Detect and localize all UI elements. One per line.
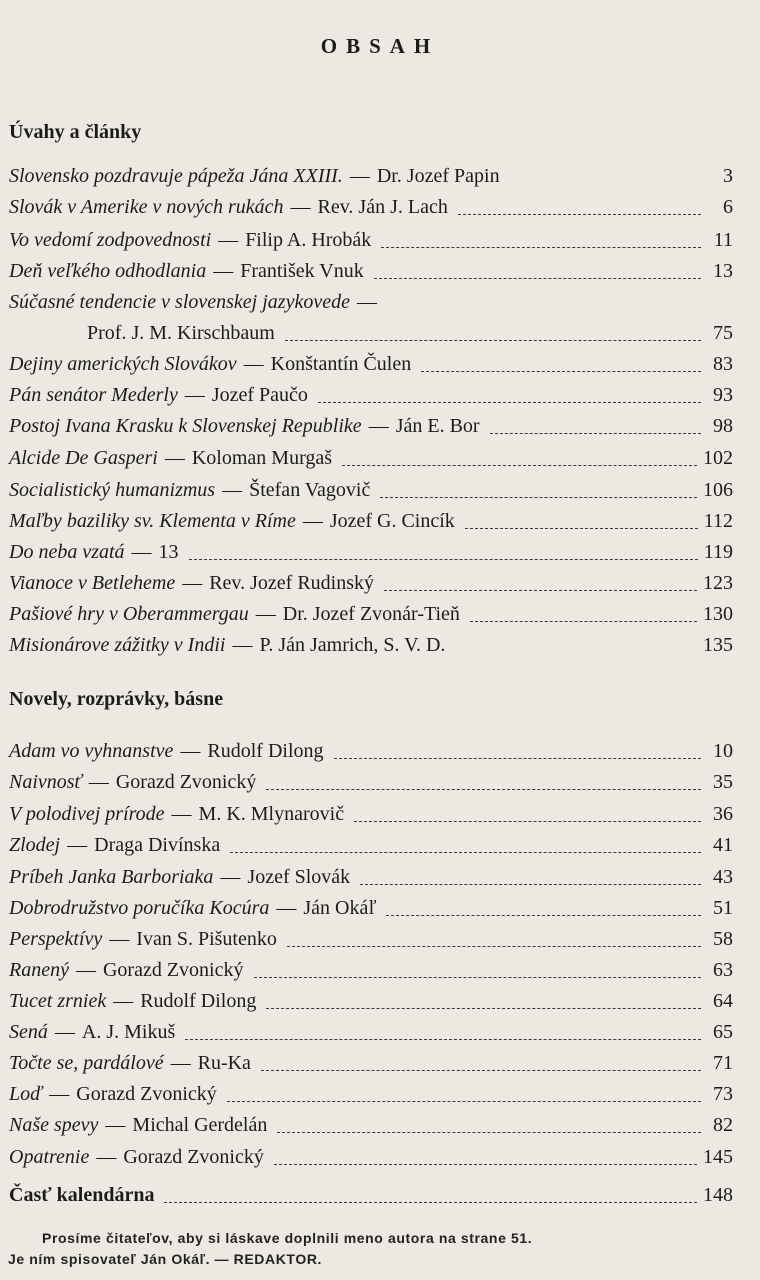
dash: —	[171, 803, 192, 825]
work-title: Ranený	[9, 959, 69, 981]
toc-entry	[9, 803, 733, 831]
page-number: 43	[713, 866, 733, 888]
dash: —	[105, 1114, 126, 1136]
work-title: Sená	[9, 1021, 48, 1043]
toc-entry	[9, 634, 733, 662]
leader	[266, 1008, 701, 1009]
editor-note-line-1: Prosíme čitateľov, aby si láskave doplnili meno autora na strane 51.	[42, 1230, 533, 1246]
author-name: Ivan S. Pišutenko	[136, 928, 277, 950]
leader	[374, 278, 701, 279]
author-name: Rev. Jozef Rudinský	[209, 572, 374, 594]
dash: —	[222, 479, 243, 501]
toc-entry-title-line	[9, 291, 733, 319]
author-name: Dr. Jozef Zvonár-Tieň	[282, 603, 460, 625]
leader	[318, 402, 701, 403]
page-number: 11	[713, 229, 733, 251]
author-name: Dr. Jozef Papin	[376, 165, 500, 187]
page-number: 35	[713, 771, 733, 793]
dash: —	[182, 572, 203, 594]
page-number: 98	[713, 415, 733, 437]
leader	[490, 433, 701, 434]
dash: —	[184, 384, 205, 406]
work-title: Slovák v Amerike v nových rukách	[9, 196, 284, 218]
toc-entry	[9, 510, 733, 538]
author-name: Rudolf Dilong	[140, 990, 257, 1012]
dash: —	[180, 740, 201, 762]
page-number: 75	[713, 322, 733, 344]
calendar-part-label: Časť kalendárna	[9, 1184, 155, 1206]
page-number: 119	[703, 541, 733, 563]
work-title: Tucet zrniek	[9, 990, 107, 1012]
leader	[254, 977, 702, 978]
dash: —	[232, 634, 253, 656]
dash: —	[96, 1146, 117, 1168]
dash: —	[75, 959, 96, 981]
dash: —	[131, 541, 152, 563]
work-title: Naivnosť	[9, 771, 82, 793]
toc-entry	[9, 384, 733, 412]
dash: —	[302, 510, 323, 532]
work-title: Misionárove zážitky v Indii	[9, 634, 226, 656]
work-title: Naše spevy	[9, 1114, 99, 1136]
page-number: 65	[713, 1021, 733, 1043]
page-number: 13	[713, 260, 733, 282]
dash: —	[276, 897, 297, 919]
page-number: 145	[703, 1146, 733, 1168]
toc-entry	[9, 1146, 733, 1174]
dash: —	[109, 928, 130, 950]
dash: —	[349, 165, 370, 187]
work-title: Dobrodružstvo poručíka Kocúra	[9, 897, 270, 919]
leader	[360, 884, 701, 885]
section-heading-essays: Úvahy a články	[9, 121, 142, 143]
editor-note-line-2: Je ním spisovateľ Ján Okáľ. — REDAKTOR.	[8, 1251, 323, 1267]
dash: —	[220, 866, 241, 888]
work-title: Dejiny amerických Slovákov	[9, 353, 237, 375]
dash: —	[88, 771, 109, 793]
page-number: 10	[713, 740, 733, 762]
author-name: Rev. Ján J. Lach	[317, 196, 448, 218]
work-title: Súčasné tendencie v slovenskej jazykovede	[9, 291, 350, 313]
work-title: Zlodej	[9, 834, 61, 856]
dash: —	[113, 990, 134, 1012]
toc-entry	[9, 415, 733, 443]
dash: —	[368, 415, 389, 437]
author-name: Gorazd Zvonický	[115, 771, 257, 793]
toc-entry	[9, 740, 733, 768]
toc-entry	[9, 260, 733, 288]
work-title: Príbeh Janka Barboriaka	[9, 866, 214, 888]
page-number: 41	[713, 834, 733, 856]
page-number: 83	[713, 353, 733, 375]
leader	[458, 214, 701, 215]
dash: —	[218, 229, 239, 251]
leader	[189, 559, 698, 560]
work-title: Alcide De Gasperi	[9, 447, 158, 469]
leader	[354, 821, 701, 822]
author-name: 13	[158, 541, 179, 563]
toc-entry	[9, 165, 733, 193]
work-title: Opatrenie	[9, 1146, 90, 1168]
toc-entry	[9, 603, 733, 631]
toc-entry	[9, 928, 733, 956]
leader	[465, 528, 698, 529]
work-title: Perspektívy	[9, 928, 103, 950]
leader	[287, 946, 701, 947]
author-name: Gorazd Zvonický	[76, 1083, 217, 1105]
author-name: Rudolf Dilong	[207, 740, 324, 762]
leader	[470, 621, 697, 622]
author-name: Ján E. Bor	[395, 415, 480, 437]
leader	[227, 1101, 701, 1102]
toc-entry	[9, 1021, 733, 1049]
leader	[342, 465, 697, 466]
page-number: 63	[713, 959, 733, 981]
toc-entry	[9, 959, 733, 987]
toc-entry	[9, 897, 733, 925]
toc-entry	[9, 229, 733, 257]
work-title: Pašiové hry v Oberammergau	[9, 603, 249, 625]
toc-entry	[9, 196, 733, 224]
author-name: Prof. J. M. Kirschbaum	[87, 322, 275, 344]
work-title: Loď	[9, 1083, 43, 1105]
author-name: Jozef Slovák	[247, 866, 351, 888]
leader	[421, 371, 701, 372]
page-number: 58	[713, 928, 733, 950]
work-title: Do neba vzatá	[9, 541, 125, 563]
toc-entry-calendar	[9, 1184, 733, 1212]
page-number: 3	[723, 165, 733, 187]
work-title: Slovensko pozdravuje pápeža Jána XXIII.	[9, 165, 343, 187]
toc-entry	[9, 990, 733, 1018]
work-title: Socialistický humanizmus	[9, 479, 216, 501]
dash: —	[67, 834, 88, 856]
leader	[380, 497, 697, 498]
page-number: 82	[713, 1114, 733, 1136]
page-number: 73	[713, 1083, 733, 1105]
toc-entry	[9, 541, 733, 569]
dash: —	[164, 447, 185, 469]
author-name: Draga Divínska	[94, 834, 221, 856]
work-title: Deň veľkého odhodlania	[9, 260, 207, 282]
toc-entry	[9, 1114, 733, 1142]
leader	[266, 789, 701, 790]
work-title: Adam vo vyhnanstve	[9, 740, 174, 762]
author-name: František Vnuk	[240, 260, 364, 282]
author-name: A. J. Mikuš	[81, 1021, 176, 1043]
leader	[274, 1164, 697, 1165]
dash: —	[170, 1052, 191, 1074]
page-number: 123	[703, 572, 733, 594]
toc-entry	[9, 572, 733, 600]
author-name: Štefan Vagovič	[249, 479, 371, 501]
dash: —	[356, 291, 377, 313]
page-number: 106	[703, 479, 733, 501]
page-number: 36	[713, 803, 733, 825]
work-title: Vo vedomí zodpovednosti	[9, 229, 212, 251]
leader	[386, 915, 701, 916]
work-title: V polodivej prírode	[9, 803, 165, 825]
leader	[164, 1202, 697, 1203]
toc-entry	[9, 353, 733, 381]
leader	[230, 852, 701, 853]
author-name: Jozef G. Cincík	[329, 510, 455, 532]
dash: —	[255, 603, 276, 625]
dash: —	[290, 196, 311, 218]
toc-entry	[9, 1052, 733, 1080]
page-number: 6	[723, 196, 733, 218]
author-name: Michal Gerdelán	[132, 1114, 268, 1136]
toc-entry	[9, 834, 733, 862]
page-number: 64	[713, 990, 733, 1012]
work-title: Postoj Ivana Krasku k Slovenskej Republike	[9, 415, 362, 437]
author-name: Koloman Murgaš	[191, 447, 333, 469]
toc-entry	[9, 1083, 733, 1111]
toc-entry	[9, 447, 733, 475]
author-name: M. K. Mlynarovič	[198, 803, 345, 825]
leader	[334, 758, 701, 759]
author-name: P. Ján Jamrich, S. V. D.	[259, 634, 446, 656]
dash: —	[49, 1083, 70, 1105]
author-name: Filip A. Hrobák	[245, 229, 372, 251]
leader	[381, 247, 701, 248]
toc-entry	[9, 479, 733, 507]
page-number: 71	[713, 1052, 733, 1074]
author-name: Gorazd Zvonický	[123, 1146, 264, 1168]
work-title: Vianoce v Betleheme	[9, 572, 176, 594]
toc-entry-author-line	[87, 322, 733, 350]
toc-entry	[9, 771, 733, 799]
work-title: Pán senátor Mederly	[9, 384, 178, 406]
section-heading-fiction: Novely, rozprávky, básne	[9, 688, 224, 710]
dash: —	[243, 353, 264, 375]
page-number: 135	[703, 634, 733, 656]
work-title: Točte se, pardálové	[9, 1052, 164, 1074]
toc-entry	[9, 866, 733, 894]
dash: —	[213, 260, 234, 282]
leader	[185, 1039, 701, 1040]
leader	[285, 340, 701, 341]
leader	[261, 1070, 701, 1071]
page-title: OBSAH	[320, 34, 440, 58]
page-number: 130	[703, 603, 733, 625]
author-name: Ru-Ka	[197, 1052, 251, 1074]
leader	[384, 590, 697, 591]
page-number: 93	[713, 384, 733, 406]
page-number: 148	[703, 1184, 733, 1206]
page-number: 51	[713, 897, 733, 919]
leader	[277, 1132, 701, 1133]
author-name: Gorazd Zvonický	[102, 959, 244, 981]
work-title: Maľby baziliky sv. Klementa v Ríme	[9, 510, 296, 532]
author-name: Jozef Paučo	[211, 384, 308, 406]
page-number: 112	[703, 510, 733, 532]
page-number: 102	[703, 447, 733, 469]
dash: —	[54, 1021, 75, 1043]
author-name: Ján Okáľ	[303, 897, 377, 919]
author-name: Konštantín Čulen	[270, 353, 412, 375]
